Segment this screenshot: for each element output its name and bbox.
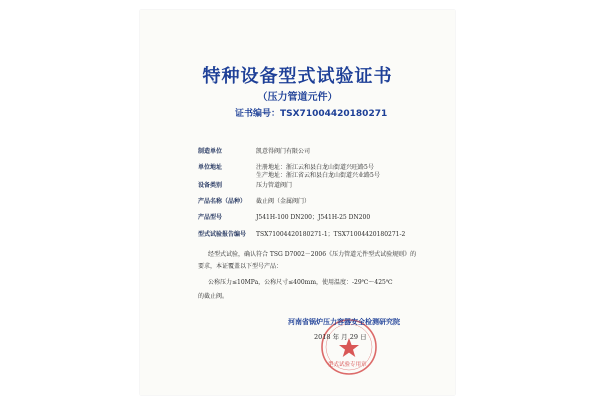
field-label: 设备类别	[198, 182, 223, 189]
field-value-registered: 注册地址：浙江云和县白龙山街道兴旺路5号	[256, 164, 374, 171]
field-label: 产品型号	[198, 214, 223, 221]
issue-date: 2018 年 月 29 日	[314, 333, 367, 341]
field-product-name	[198, 198, 468, 206]
field-value-production: 生产地址：浙江省云和县白龙山街道兴业路5号	[256, 172, 380, 179]
field-value: 凯意得阀门有限公司	[256, 148, 311, 155]
certificate-paper	[140, 10, 455, 395]
field-label: 型式试验报告编号	[198, 231, 247, 238]
seal-label: 型式试验专用章	[328, 362, 367, 368]
field-label: 制造单位	[198, 148, 223, 155]
body-line-1: 经型式试验，确认符合 TSG D7002－2006《压力管道元件型式试验规则》的	[208, 251, 417, 258]
certificate-subtitle: （压力管道元件）	[257, 92, 338, 103]
field-report-number	[198, 231, 468, 239]
field-value: TSX71004420180271-1；TSX71004420180271-2	[256, 231, 406, 238]
body-line-4: 的截止阀。	[198, 293, 229, 300]
field-label: 产品名称（品种）	[198, 198, 247, 205]
field-category	[198, 182, 468, 190]
field-label: 单位地址	[198, 164, 223, 171]
field-value: 截止阀（金属阀门）	[256, 198, 311, 205]
body-line-3: 公称压力≤10MPa，公称尺寸≤400mm，使用温度：-29℃～425℃	[208, 279, 393, 286]
field-model	[198, 214, 468, 222]
issuer-name: 河南省锅炉压力容器安全检测研究院	[288, 318, 400, 326]
certificate-number: 证书编号：TSX71004420180271	[235, 109, 388, 119]
body-line-2: 要求，本证覆盖以下型号产品：	[198, 263, 283, 270]
field-address	[198, 164, 468, 180]
field-value: 压力管道阀门	[256, 182, 293, 189]
field-manufacturer	[198, 148, 468, 156]
certificate-title: 特种设备型式试验证书	[202, 66, 393, 87]
field-value: J541H-100 DN200；J541H-25 DN200	[256, 214, 371, 221]
